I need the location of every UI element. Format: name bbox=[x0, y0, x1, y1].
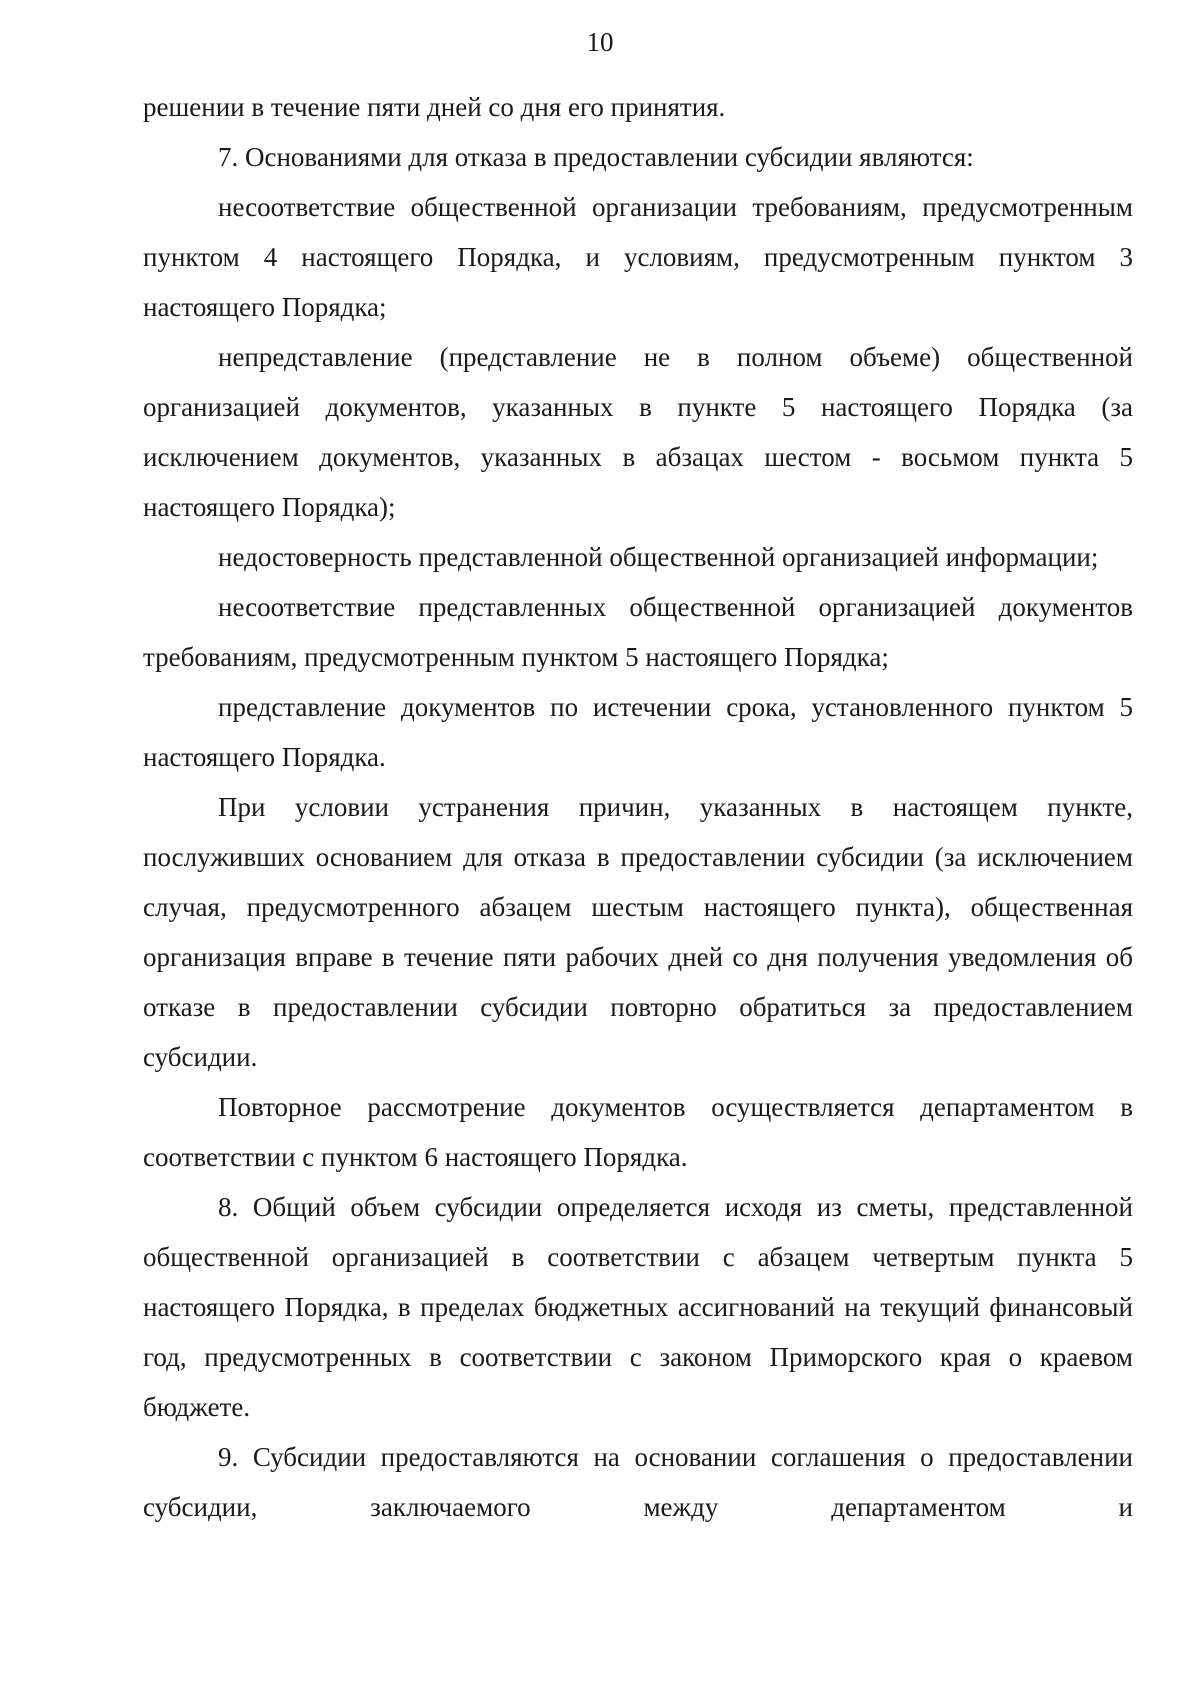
paragraph-item-7-heading: 7. Основаниями для отказа в предоставлении субсидии являются: bbox=[218, 142, 974, 172]
paragraph-resubmission-condition: При условии устранения причин, указанных в настоящем пункте, послуживших основанием для отказа в предоставлении субсидии (за исключением случая, предусмотренного абзацем шестым настоящего пункта), общественная организация вправе в течение пяти рабочих дней со дня получения уведомления об отказе в предоставлении субсидии повторно обратиться за предоставлением субсидии. bbox=[143, 792, 1133, 1072]
page-number: 10 bbox=[586, 27, 614, 57]
paragraph-refusal-ground-5: представление документов по истечении срока, установленного пунктом 5 настоящего Порядка. bbox=[143, 692, 1133, 772]
paragraph-continuation: решении в течение пяти дней со дня его принятия. bbox=[143, 92, 726, 122]
paragraph-refusal-ground-4: несоответствие представленных общественной организацией документов требованиям, предусмотренным пунктом 5 настоящего Порядка; bbox=[143, 592, 1133, 672]
paragraph-item-8: 8. Общий объем субсидии определяется исходя из сметы, представленной общественной организацией в соответствии с абзацем четвертым пункта 5 настоящего Порядка, в пределах бюджетных ассигнований на текущий финансовый год, предусмотренных в соответствии с законом Приморского края о краевом бюджете. bbox=[143, 1192, 1133, 1422]
document-body bbox=[143, 82, 1133, 1532]
paragraph-item-9: 9. Субсидии предоставляются на основании соглашения о предоставлении субсидии, заключаемого между департаментом и bbox=[143, 1442, 1133, 1522]
paragraph-refusal-ground-3: недостоверность представленной общественной организацией информации; bbox=[218, 542, 1099, 572]
paragraph-repeat-review: Повторное рассмотрение документов осуществляется департаментом в соответствии с пунктом 6 настоящего Порядка. bbox=[143, 1092, 1133, 1172]
paragraph-refusal-ground-2: непредставление (представление не в полном объеме) общественной организацией документов, указанных в пункте 5 настоящего Порядка (за исключением документов, указанных в абзацах шестом - восьмом пункта 5 настоящего Порядка); bbox=[143, 342, 1133, 522]
paragraph-refusal-ground-1: несоответствие общественной организации требованиям, предусмотренным пунктом 4 настоящего Порядка, и условиям, предусмотренным пунктом 3 настоящего Порядка; bbox=[143, 192, 1133, 322]
